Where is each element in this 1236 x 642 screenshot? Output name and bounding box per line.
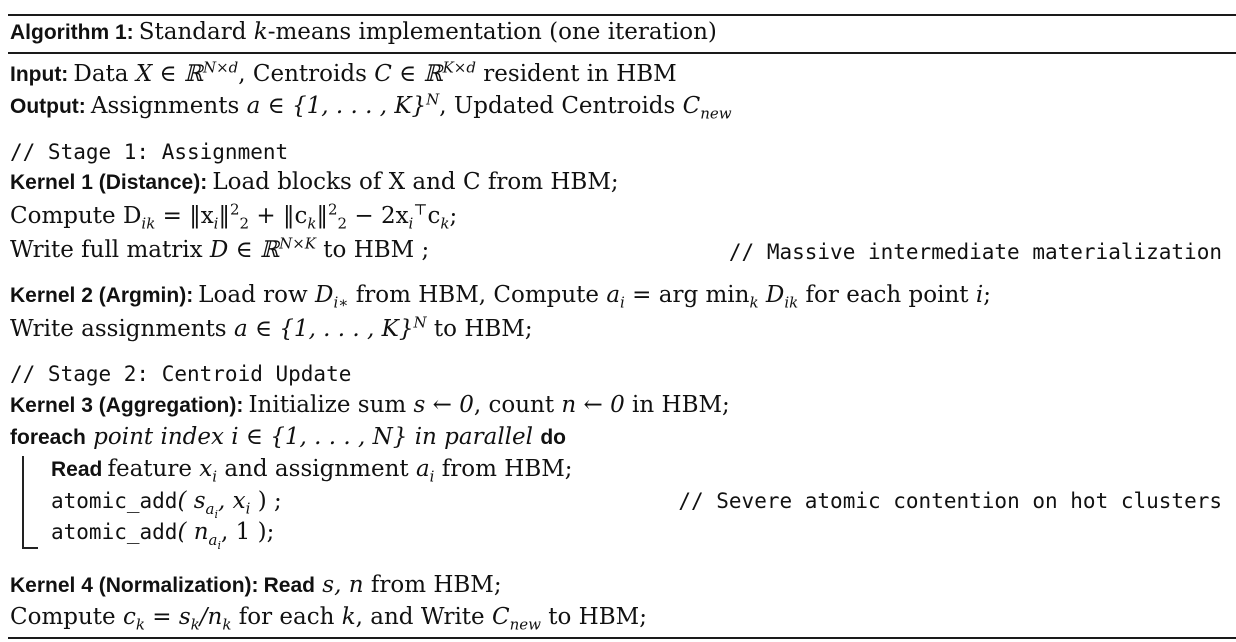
foreach-line: foreach point index i ∈ {1, . . . , N} in parallel do (10, 424, 566, 450)
do-keyword: do (540, 426, 566, 449)
foreach-keyword: foreach (10, 426, 86, 449)
loop-body-foot (22, 547, 38, 549)
bottom-rule (8, 637, 1236, 639)
stage1-comment: // Stage 1: Assignment (10, 140, 289, 164)
kernel4-line: Kernel 4 (Normalization): Read s, n from HBM; (10, 572, 502, 598)
kernel4-label: Kernel 4 (Normalization): (10, 574, 259, 597)
kernel2-label: Kernel 2 (Argmin): (10, 284, 194, 307)
input-line: Input: Data X ∈ ℝ$^{N\times d}$, Centroids C ∈ ℝ$^{K\times d}$ resident in HBM (10, 58, 677, 87)
loop-body-bar (22, 456, 24, 549)
contention-comment: // Severe atomic contention on hot clusters (678, 489, 1222, 513)
input-label: Input: (10, 63, 69, 86)
header-rule (8, 52, 1236, 54)
stage2-comment: // Stage 2: Centroid Update (10, 362, 352, 386)
algorithm-header (10, 21, 717, 44)
compute-distance-line: Compute $D_{ik}$ = $‖x_i‖^2_2$ + $‖c_k‖^2_2 - 2x_i^⊤c_k$; (10, 200, 458, 233)
kernel1-line: Kernel 1 (Distance): Load blocks of X and C from HBM; (10, 169, 619, 195)
algorithm-label: Algorithm 1: (10, 21, 134, 44)
atomic-add-fn: atomic_add (51, 489, 178, 513)
write-assignments-line: Write assignments a ∈ {1, . . . , K}$^N$ to HBM; (10, 313, 533, 342)
top-rule (8, 14, 1236, 16)
atomic-add-s-line: atomic_add( $s_{a_i}$, $x_i$ ) ; (51, 488, 282, 521)
kernel4-read-keyword: Read (263, 574, 315, 597)
output-line: Output: Assignments a ∈ {1, . . . , K}$^N$, Updated Centroids $C_{new}$ (10, 90, 732, 123)
kernel1-label: Kernel 1 (Distance): (10, 171, 208, 194)
kernel3-label: Kernel 3 (Aggregation): (10, 394, 244, 417)
normalize-line: Compute $c_k = s_k/n_k$ for each k, and Write $C_{new}$ to HBM; (10, 604, 647, 634)
atomic-add-fn: atomic_add (51, 520, 178, 544)
write-matrix-line: Write full matrix D ∈ ℝ$^{N\times K}$ to HBM ; (10, 234, 430, 263)
read-line: Read feature $x_i$ and assignment $a_i$ from HBM; (51, 456, 573, 486)
kernel2-line: Kernel 2 (Argmin): Load row $D_{i∗}$ from HBM, Compute $a_i$ = arg $\min_k D_{ik}$ for each point i; (10, 282, 991, 312)
kernel3-line: Kernel 3 (Aggregation): Initialize sum s ← 0, count n ← 0 in HBM; (10, 392, 730, 418)
output-label: Output: (10, 95, 86, 118)
atomic-add-n-line: atomic_add( $n_{a_i}$, 1 ); (51, 519, 275, 552)
read-keyword: Read (51, 458, 103, 481)
materialization-comment: // Massive intermediate materialization (728, 240, 1222, 264)
algorithm-title: Standard k-means implementation (one iteration) (138, 19, 717, 45)
